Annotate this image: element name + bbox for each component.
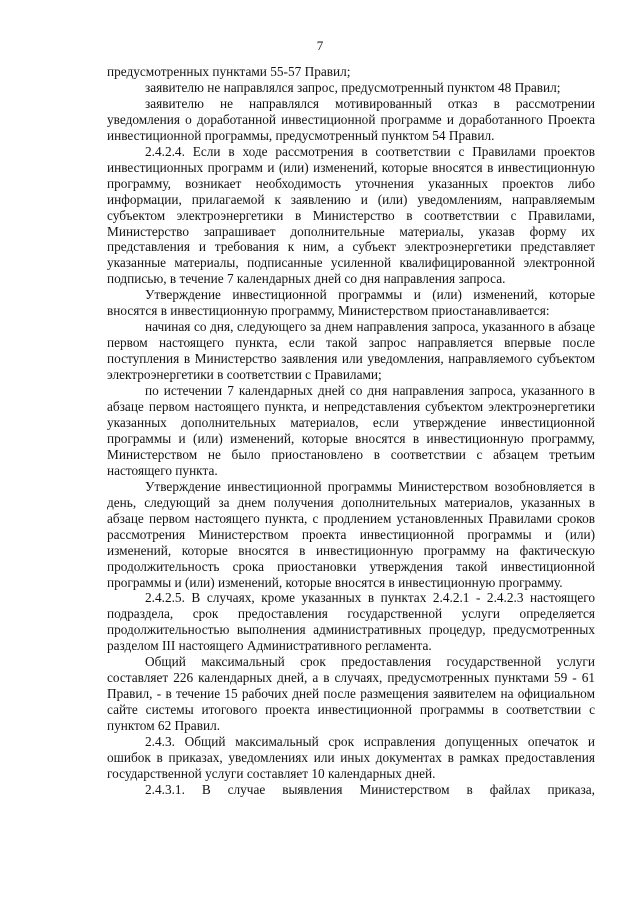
document-body bbox=[107, 64, 595, 798]
paragraph-resumption: Утверждение инвестиционной программы Министерством возобновляется в день, следующий за днем получения дополнительных материалов, указанных в абзаце первом настоящего пункта, с продлением установленных Правилами сроков рассмотрения Министерством проекта инвестиционной программы и (или) изменений, которые вносятся в инвестиционную программу на фактическую продолжительность срока приостановки утверждения такой инвестиционной программы и (или) изменений, которые вносятся в инвестиционную программу. bbox=[107, 478, 595, 590]
paragraph-suspension-start: начиная со дня, следующего за днем направления запроса, указанного в абзаце первом настоящего пункта, если такой запрос направляется впервые после поступления в Министерство заявления или уведомления, направляемого субъектом электроэнергетики в соответствии с Правилами; bbox=[107, 319, 595, 383]
page-number: 7 bbox=[316, 38, 324, 53]
paragraph-2-4-3: 2.4.3. Общий максимальный срок исправления допущенных опечаток и ошибок в приказах, уведомлениях или иных документах в рамках предоставления государственной услуги составляет 10 календарных дней. bbox=[107, 734, 595, 781]
paragraph-2-4-2-4: 2.4.2.4. Если в ходе рассмотрения в соответствии с Правилами проектов инвестиционных программ и (или) изменений, которые вносятся в инвестиционную программу, возникает необходимость уточнения указанных проектов либо информации, прилагаемой к заявлению и (или) уведомлениям, направляемым субъектом электроэнергетики в Министерство в соответствии с Правилами, Министерство запрашивает дополнительные материалы, указав форму их представления и требования к ним, а субъект электроэнергетики представляет указанные материалы, подписанные усиленной квалифицированной электронной подписью, в течение 7 календарных дней со дня направления запроса. bbox=[107, 143, 595, 287]
paragraph-2-4-2-5: 2.4.2.5. В случаях, кроме указанных в пунктах 2.4.2.1 - 2.4.2.3 настоящего подраздела, срок предоставления государственной услуги определяется продолжительностью выполнения административных процедур, предусмотренных разделом III настоящего Административного регламента. bbox=[107, 590, 595, 654]
paragraph-total-term: Общий максимальный срок предоставления государственной услуги составляет 226 календарных дней, а в случаях, предусмотренных пунктами 59 - 61 Правил, - в течение 15 рабочих дней после размещения заявителем на официальном сайте системы итогового проекта инвестиционной программы в соответствии с пунктом 62 Правил. bbox=[107, 654, 595, 734]
paragraph-suspension-after-7-days: по истечении 7 календарных дней со дня направления запроса, указанного в абзаце первом настоящего пункта, и непредставления субъектом электроэнергетики указанных дополнительных материалов, если утверждение инвестиционной программы и (или) изменений, которые вносятся в инвестиционную программу, Министерством не было приостановлено в соответствии с абзацем третьим настоящего пункта. bbox=[107, 383, 595, 478]
paragraph-continuation: предусмотренных пунктами 55-57 Правил; bbox=[107, 64, 351, 79]
paragraph-2-4-3-1: 2.4.3.1. В случае выявления Министерством в файлах приказа, bbox=[145, 781, 595, 797]
paragraph-no-request: заявителю не направлялся запрос, предусмотренный пунктом 48 Правил; bbox=[145, 79, 561, 95]
paragraph-no-refusal: заявителю не направлялся мотивированный отказ в рассмотрении уведомления о доработанной инвестиционной программе и доработанного Проекта инвестиционной программы, предусмотренный пунктом 54 Правил. bbox=[107, 95, 595, 143]
paragraph-suspension: Утверждение инвестиционной программы и (или) изменений, которые вносятся в инвестиционную программу, Министерством приостанавливается: bbox=[107, 287, 595, 319]
